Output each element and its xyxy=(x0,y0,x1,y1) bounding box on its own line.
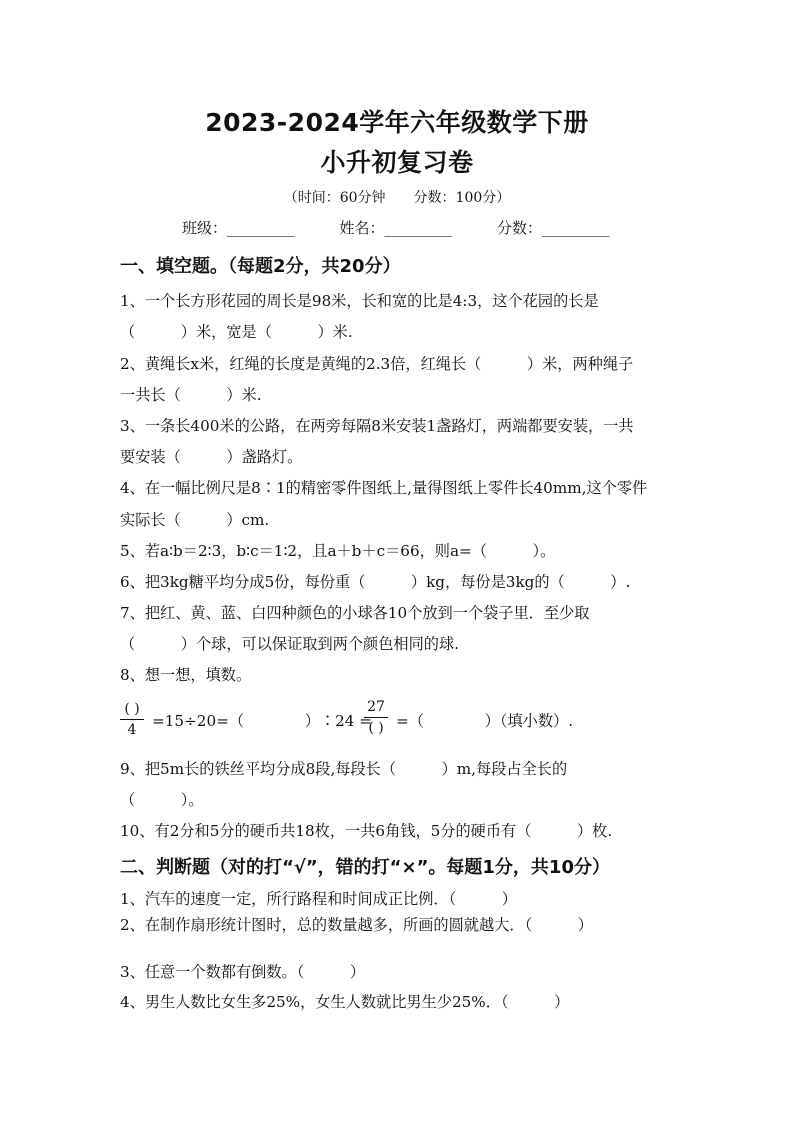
judgment-line: 3、任意一个数都有倒数。（ ） xyxy=(120,963,366,981)
question8-middle: =15÷20=（ ）∶24 = xyxy=(152,712,373,730)
page-subtitle: 小升初复习卷 xyxy=(320,148,474,177)
page-title: 2023-2024学年六年级数学下册 xyxy=(205,108,589,137)
exam-meta: （时间：60分钟 分数：100分） xyxy=(283,190,511,206)
question-line: 要安装（ ）盏路灯。 xyxy=(120,448,303,466)
fraction-bar xyxy=(120,719,144,720)
student-info-line: 班级：_________ 姓名：_________ 分数：_________ xyxy=(182,219,610,237)
question-line: 10、有2分和5分的硬币共18枚，一共6角钱，5分的硬币有（ ）枚. xyxy=(120,822,613,840)
question-line: 8、想一想，填数。 xyxy=(120,666,252,684)
fraction-1 xyxy=(120,700,144,739)
question-line: 3、一条长400米的公路，在两旁每隔8米安装1盏路灯，两端都要安装，一共 xyxy=(120,417,634,435)
judgment-line: 2、在制作扇形统计图时，总的数量越多，所画的圆就越大．（ ） xyxy=(120,916,593,934)
question-line: （ ）个球，可以保证取到两个颜色相同的球. xyxy=(120,635,459,653)
question-line: 2、黄绳长x米，红绳的长度是黄绳的2.3倍，红绳长（ ）米，两种绳子 xyxy=(120,355,634,373)
fraction-2-denominator: ( ) xyxy=(368,720,384,736)
section1-heading: 一、填空题。（每题2分，共20分） xyxy=(120,256,401,277)
question-line: 7、把红、黄、蓝、白四种颜色的小球各10个放到一个袋子里．至少取 xyxy=(120,604,590,622)
question-line: 5、若a∶b＝2∶3，b∶c＝1∶2，且a＋b＋c＝66，则a=（ ）。 xyxy=(120,542,556,560)
question-line: 实际长（ ）cm. xyxy=(120,511,270,529)
fraction-1-denominator: 4 xyxy=(127,722,137,738)
question8-tail: =（ ）（填小数）. xyxy=(396,712,574,730)
question-line: （ ）米，宽是（ ）米. xyxy=(120,323,353,341)
judgment-line: 1、汽车的速度一定，所行路程和时间成正比例．（ ） xyxy=(120,890,517,908)
question-line: 一共长（ ）米. xyxy=(120,386,262,404)
judgment-line: 4、男生人数比女生多25%，女生人数就比男生少25%．（ ） xyxy=(120,993,570,1011)
question-line: 9、把5m长的铁丝平均分成8段,每段长（ ）m,每段占全长的 xyxy=(120,760,568,778)
question-line: （ ）。 xyxy=(120,791,204,809)
fraction-2 xyxy=(364,698,388,737)
fraction-2-numerator: 27 xyxy=(367,699,385,715)
section2-heading: 二、判断题（对的打“√”，错的打“×”。每题1分，共10分） xyxy=(120,857,610,878)
question-line: 1、一个长方形花园的周长是98米，长和宽的比是4:3，这个花园的长是 xyxy=(120,292,599,310)
fraction-bar xyxy=(364,717,388,718)
fraction-1-numerator: ( ) xyxy=(124,701,140,717)
question-line: 4、在一幅比例尺是8∶1的精密零件图纸上,量得图纸上零件长40mm,这个零件 xyxy=(120,479,648,497)
question-line: 6、把3kg糖平均分成5份，每份重（ ）kg，每份是3kg的（ ）. xyxy=(120,573,631,591)
